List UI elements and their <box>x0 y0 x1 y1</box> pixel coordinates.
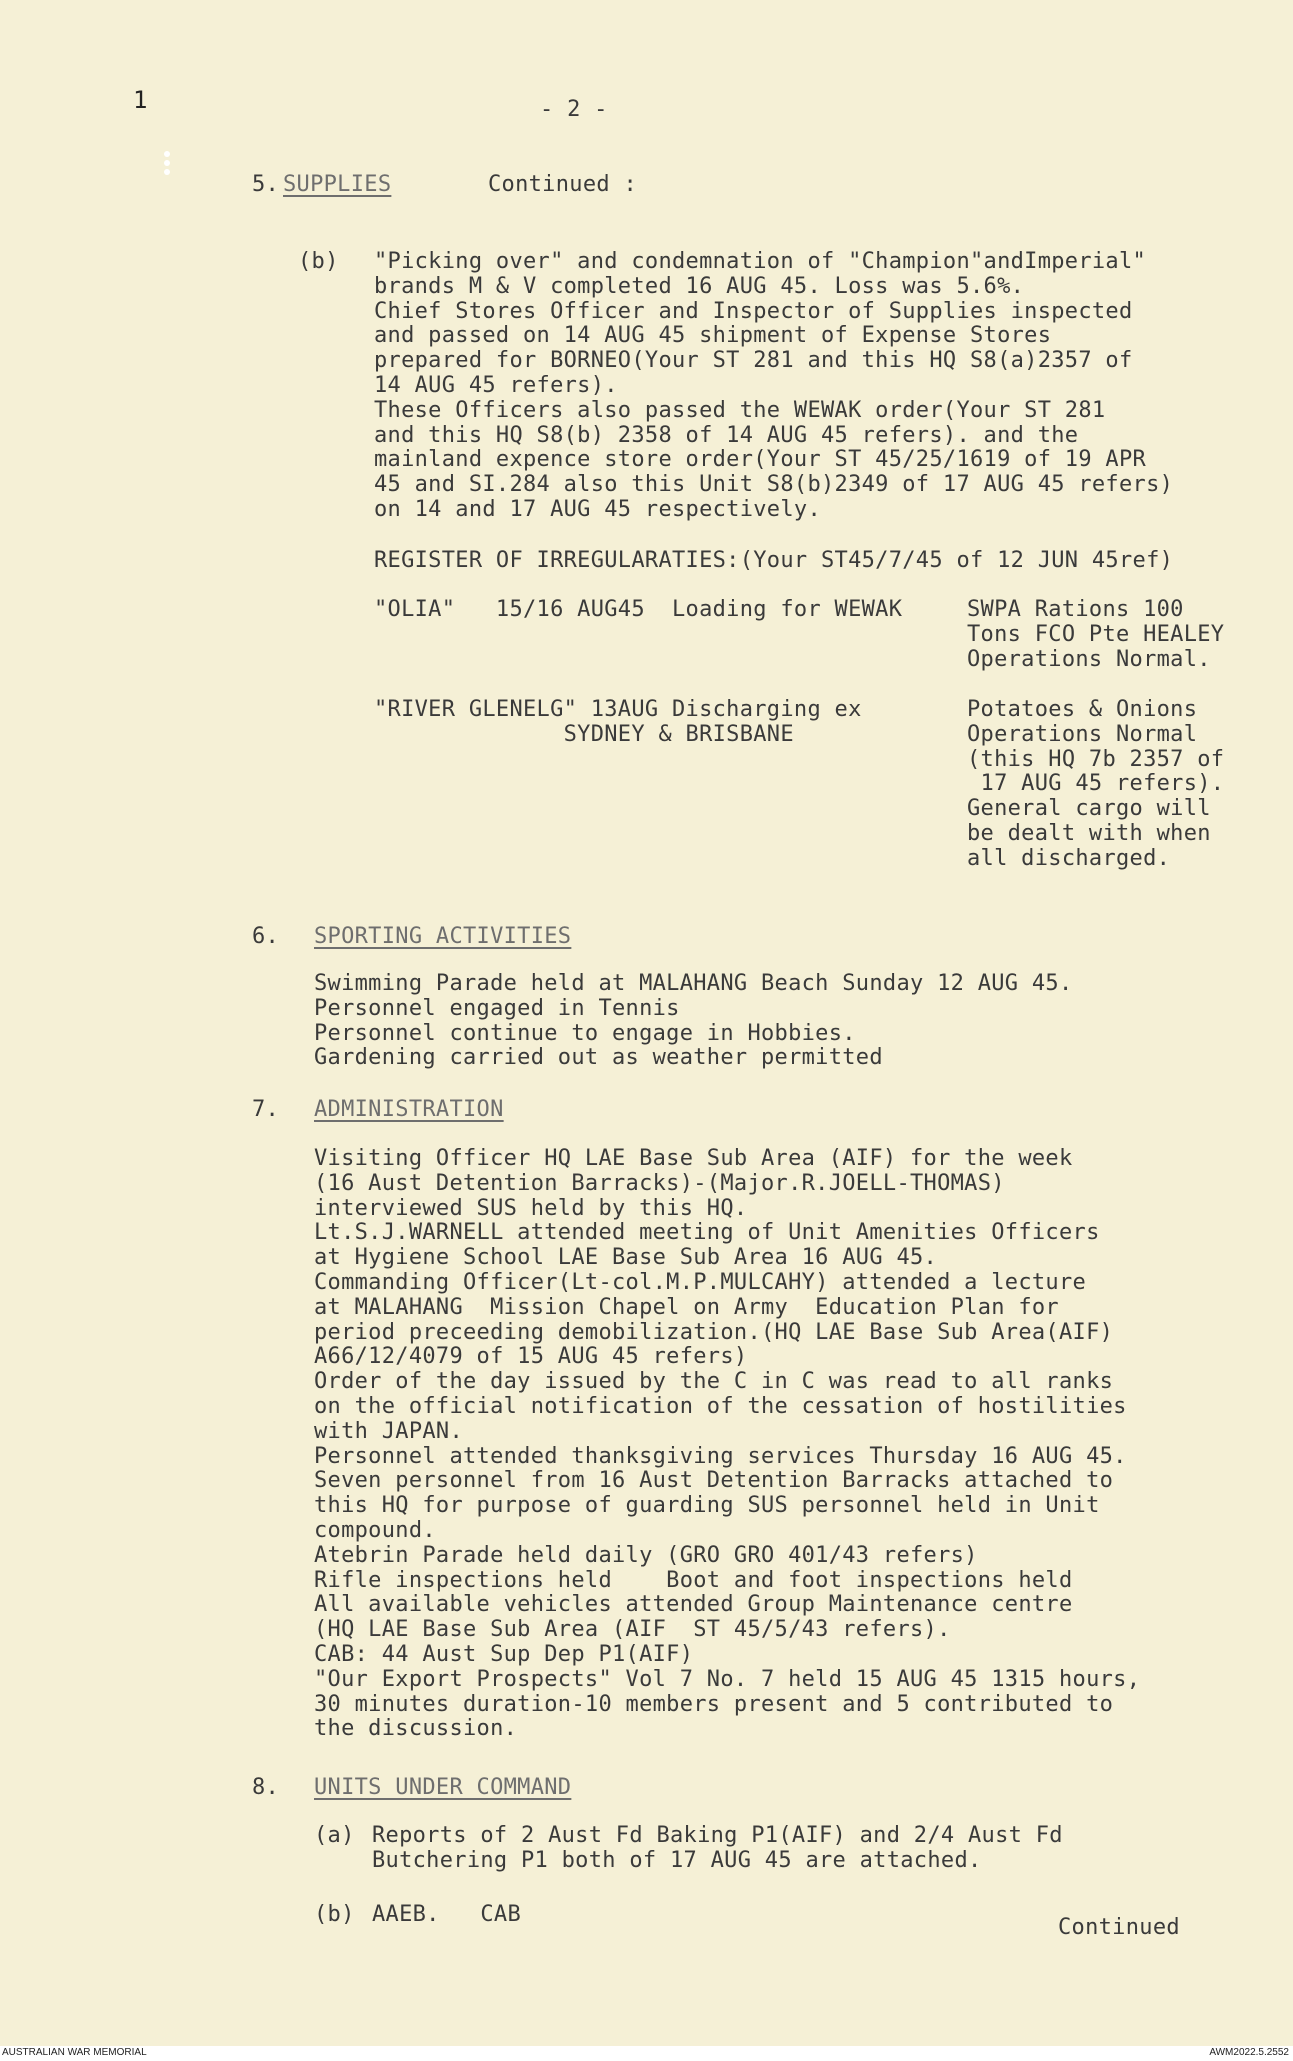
punch-holes <box>160 148 174 184</box>
section5-b-line: These Officers also passed the WEWAK order(Your ST 281 <box>374 397 1106 423</box>
section5-b-line: 14 AUG 45 refers). <box>374 373 618 398</box>
archive-name: AUSTRALIAN WAR MEMORIAL <box>2 2047 147 2058</box>
section5-b-label: (b) <box>298 249 339 274</box>
section7-line: 30 minutes duration-10 members present and 5 contributed to <box>314 1691 1114 1717</box>
section5-heading: SUPPLIES <box>283 172 392 197</box>
section5-b-line: and this HQ S8(b) 2358 of 14 AUG 45 refers). and the <box>374 422 1079 448</box>
section8-number: 8. <box>252 1775 280 1800</box>
ship-cargo-note: all discharged. <box>967 845 1171 871</box>
section7-line: (HQ LAE Base Sub Area (AIF ST 45/5/43 refers). <box>314 1617 951 1643</box>
ship-cargo-note: Operations Normal. <box>967 646 1211 672</box>
section8-heading: UNITS UNDER COMMAND <box>314 1775 572 1800</box>
section8-a-label: (a) <box>314 1823 355 1848</box>
ship-cargo-note: (this HQ 7b 2357 of <box>967 746 1225 772</box>
ship-cargo-note: SWPA Rations 100 <box>967 597 1184 622</box>
ship-cargo-note: General cargo will <box>967 796 1211 822</box>
section8-b-label: (b) <box>314 1902 355 1927</box>
corner-mark: 1 <box>133 86 148 114</box>
section7-line: Visiting Officer HQ LAE Base Sub Area (AIF) for the week <box>314 1146 1073 1171</box>
continued-note: Continued <box>1058 1915 1180 1940</box>
section8-b-text: AAEB. CAB <box>372 1902 521 1927</box>
page-number: - 2 - <box>540 97 608 122</box>
section7-line: this HQ for purpose of guarding SUS personnel held in Unit <box>314 1493 1100 1519</box>
section7-line: interviewed SUS held by this HQ. <box>314 1195 748 1221</box>
section7-line: compound. <box>314 1518 436 1543</box>
section7-line: A66/12/4079 of 15 AUG 45 refers) <box>314 1344 748 1370</box>
section7-line: on the official notification of the cessation of hostilities <box>314 1394 1127 1419</box>
section5-b-line: brands M & V completed 16 AUG 45. Loss was 5.6%. <box>374 273 1025 299</box>
ship-detail: "OLIA" 15/16 AUG45 Loading for WEWAK <box>374 597 903 622</box>
section7-line: All available vehicles attended Group Maintenance centre <box>314 1592 1073 1618</box>
archive-footer <box>0 2046 1293 2061</box>
section6-heading: SPORTING ACTIVITIES <box>314 924 572 949</box>
ship-cargo-note: Tons FCO Pte HEALEY <box>967 621 1225 647</box>
section7-line: Commanding Officer(Lt-col.M.P.MULCAHY) attended a lecture <box>314 1270 1087 1295</box>
section7-line: CAB: 44 Aust Sup Dep P1(AIF) <box>314 1642 694 1667</box>
section8-a-line: Butchering P1 both of 17 AUG 45 are attached. <box>372 1847 982 1873</box>
section8-a-line: Reports of 2 Aust Fd Baking P1(AIF) and 2/4 Aust Fd <box>372 1823 1063 1848</box>
section6-line: Swimming Parade held at MALAHANG Beach Sunday 12 AUG 45. <box>314 971 1073 996</box>
section5-continued: Continued : <box>488 172 637 197</box>
section5-b-line: mainland expence store order(Your ST 45/25/1619 of 19 APR <box>374 447 1147 473</box>
ship-detail: SYDNEY & BRISBANE <box>374 721 794 747</box>
section6-number: 6. <box>252 924 280 949</box>
ship-cargo-note: be dealt with when <box>967 821 1211 846</box>
section5-b-line: on 14 and 17 AUG 45 respectively. <box>374 497 821 522</box>
section5-b-line: 45 and SI.284 also this Unit S8(b)2349 of 17 AUG 45 refers) <box>374 472 1174 498</box>
ship-cargo-note: Potatoes & Onions <box>967 697 1198 722</box>
section5-b-line: and passed on 14 AUG 45 shipment of Expense Stores <box>374 323 1052 349</box>
section5-b-line: Chief Stores Officer and Inspector of Supplies inspected <box>374 298 1133 324</box>
section7-line: the discussion. <box>314 1716 518 1742</box>
section5-number: 5. <box>252 172 280 197</box>
section7-line: Order of the day issued by the C in C was read to all ranks <box>314 1369 1114 1395</box>
section7-line: at Hygiene School LAE Base Sub Area 16 AUG 45. <box>314 1245 938 1271</box>
ship-cargo-note: 17 AUG 45 refers). <box>967 771 1225 797</box>
section7-line: Lt.S.J.WARNELL attended meeting of Unit Amenities Officers <box>314 1220 1100 1246</box>
section7-line: "Our Export Prospects" Vol 7 No. 7 held 15 AUG 45 1315 hours, <box>314 1666 1141 1692</box>
section5-b-line: prepared for BORNEO(Your ST 281 and this HQ S8(a)2357 of <box>374 348 1133 374</box>
register-line: REGISTER OF IRREGULARATIES:(Your ST45/7/45 of 12 JUN 45ref) <box>374 548 1174 573</box>
section7-line: (16 Aust Detention Barracks)-(Major.R.JOELL-THOMAS) <box>314 1170 1005 1196</box>
section5-b-line: "Picking over" and condemnation of "Champion"andImperial" <box>374 249 1147 274</box>
section7-line: at MALAHANG Mission Chapel on Army Education Plan for <box>314 1294 1059 1320</box>
section7-line: Seven personnel from 16 Aust Detention Barracks attached to <box>314 1468 1114 1494</box>
archive-reference: AWM2022.5.2552 <box>1209 2047 1289 2058</box>
section7-heading: ADMINISTRATION <box>314 1097 504 1122</box>
section7-line: Personnel attended thanksgiving services Thursday 16 AUG 45. <box>314 1443 1127 1469</box>
ship-cargo-note: Operations Normal <box>967 721 1198 747</box>
section6-line: Personnel engaged in Tennis <box>314 995 680 1021</box>
section7-line: with JAPAN. <box>314 1418 463 1444</box>
section7-number: 7. <box>252 1097 280 1122</box>
section6-line: Gardening carried out as weather permitted <box>314 1045 883 1071</box>
ship-detail: "RIVER GLENELG" 13AUG Discharging ex <box>374 697 862 722</box>
section7-line: Atebrin Parade held daily (GRO GRO 401/43 refers) <box>314 1542 978 1568</box>
section7-line: Rifle inspections held Boot and foot inspections held <box>314 1567 1073 1593</box>
section6-line: Personnel continue to engage in Hobbies. <box>314 1020 856 1046</box>
section7-line: period preceeding demobilization.(HQ LAE Base Sub Area(AIF) <box>314 1319 1114 1345</box>
